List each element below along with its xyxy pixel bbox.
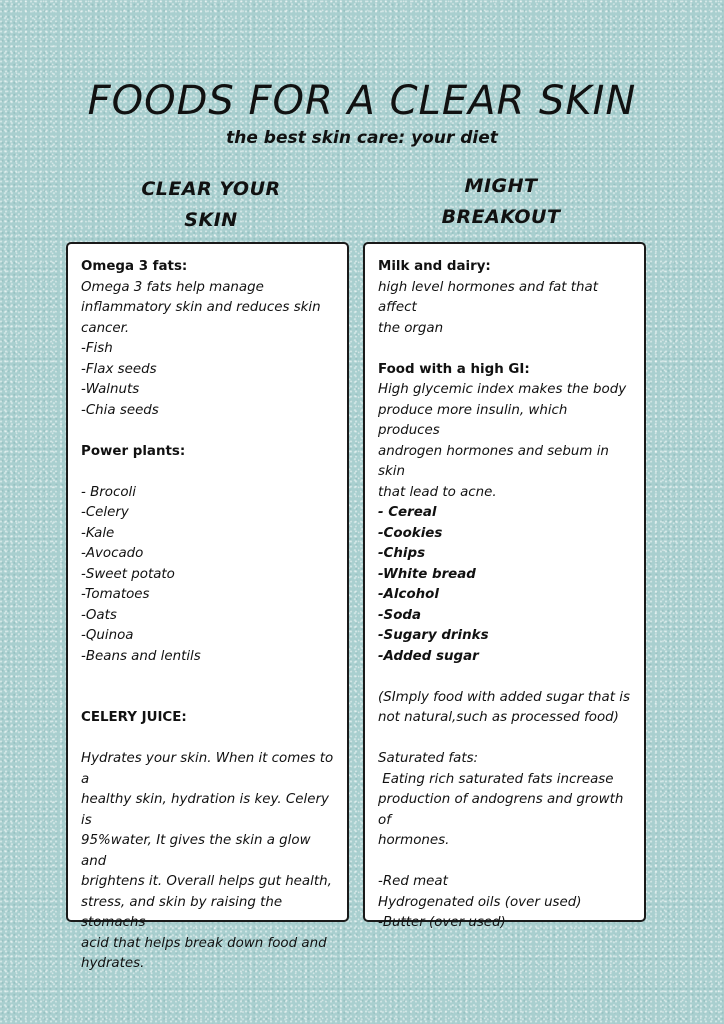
omega-item: -Flax seeds <box>81 361 157 377</box>
plant-item: -Celery <box>81 505 129 520</box>
gi-desc-line: High glycemic index makes the body <box>378 382 627 397</box>
dairy-heading: Milk and dairy: <box>378 259 491 274</box>
gi-desc-line: that lead to acne. <box>378 484 497 500</box>
sat-desc-line: Eating rich saturated fats increase <box>378 771 614 787</box>
gi-item: -Cookies <box>378 525 443 541</box>
plant-item: -Tomatoes <box>81 587 150 602</box>
celery-juice-heading: CELERY JUICE: <box>81 710 187 725</box>
plants-heading: Power plants: <box>81 443 186 459</box>
page-title: FOODS FOR A CLEAR SKIN <box>87 78 637 124</box>
saturated-fats-heading: Saturated fats: <box>378 751 479 766</box>
plant-item: -Sweet potato <box>81 566 175 582</box>
plant-item: -Kale <box>81 525 115 541</box>
juice-desc-line: brightens it. Overall helps gut health, <box>81 874 332 889</box>
juice-desc-line: healthy skin, hydration is key. Celery is <box>81 792 334 828</box>
gi-item: -Soda <box>378 607 422 623</box>
left-heading-line: CLEAR YOUR <box>141 178 281 200</box>
gi-desc-line: androgen hormones and sebum in skin <box>378 443 614 479</box>
plant-item: -Beans and lentils <box>81 648 201 664</box>
sat-desc-line: production of andogrens and growth of <box>378 792 628 828</box>
sat-item: -Red meat <box>378 874 448 889</box>
omega-desc-line: inflammatory skin and reduces skin <box>81 300 321 315</box>
sugar-note-line: (SImply food with added sugar that is <box>378 689 630 705</box>
omega-item: -Chia seeds <box>81 402 159 418</box>
gi-item: -White bread <box>378 566 476 582</box>
high-gi-heading: Food with a high GI: <box>378 361 530 377</box>
sat-item: Hydrogenated oils (over used) <box>378 894 582 910</box>
clear-skin-panel <box>66 242 349 971</box>
spacer <box>378 729 632 750</box>
spacer <box>81 729 335 750</box>
juice-desc-line: acid that helps break down food and <box>81 935 327 951</box>
page-subtitle: the best skin care: your diet <box>226 128 498 148</box>
plant-item: -Avocado <box>81 546 144 561</box>
omega-desc-line: Omega 3 fats help manage <box>81 279 264 295</box>
left-heading-line: SKIN <box>184 209 238 231</box>
juice-desc-line: hydrates. <box>81 956 145 971</box>
spacer <box>378 852 632 873</box>
juice-desc-line: stress, and skin by raising the stomachs <box>81 894 287 930</box>
omega-item: -Walnuts <box>81 382 140 397</box>
right-heading-line: MIGHT <box>464 175 538 197</box>
plant-item: - Brocoli <box>81 484 136 500</box>
spacer <box>378 339 632 360</box>
dairy-desc-line: high level hormones and fat that affect <box>378 279 603 315</box>
dairy-desc-line: the organ <box>378 320 444 336</box>
spacer <box>81 421 335 442</box>
gi-item: -Added sugar <box>378 648 479 664</box>
gi-item: - Cereal <box>378 505 437 520</box>
omega-heading: Omega 3 fats: <box>81 259 188 274</box>
plant-item: -Quinoa <box>81 628 134 643</box>
sat-desc-line: hormones. <box>378 833 450 848</box>
gi-item: -Sugary drinks <box>378 628 489 643</box>
left-column-heading <box>120 174 302 236</box>
spacer <box>81 462 335 483</box>
right-heading-line: BREAKOUT <box>441 206 561 228</box>
omega-desc-line: cancer. <box>81 320 130 336</box>
gi-item: -Chips <box>378 546 426 561</box>
sugar-note-line: not natural,such as processed food) <box>378 710 619 725</box>
juice-desc-line: Hydrates your skin. When it comes to a <box>81 751 338 787</box>
gi-item: -Alcohol <box>378 587 439 602</box>
spacer <box>81 667 335 708</box>
omega-item: -Fish <box>81 341 113 356</box>
gi-desc-line: produce more insulin, which produces <box>378 402 572 438</box>
juice-desc-line: 95%water, It gives the skin a glow and <box>81 833 315 869</box>
plant-item: -Oats <box>81 607 117 623</box>
right-column-heading <box>410 171 592 233</box>
sat-item: -Butter (over used) <box>378 915 506 930</box>
breakout-panel <box>363 242 646 930</box>
spacer <box>378 667 632 688</box>
